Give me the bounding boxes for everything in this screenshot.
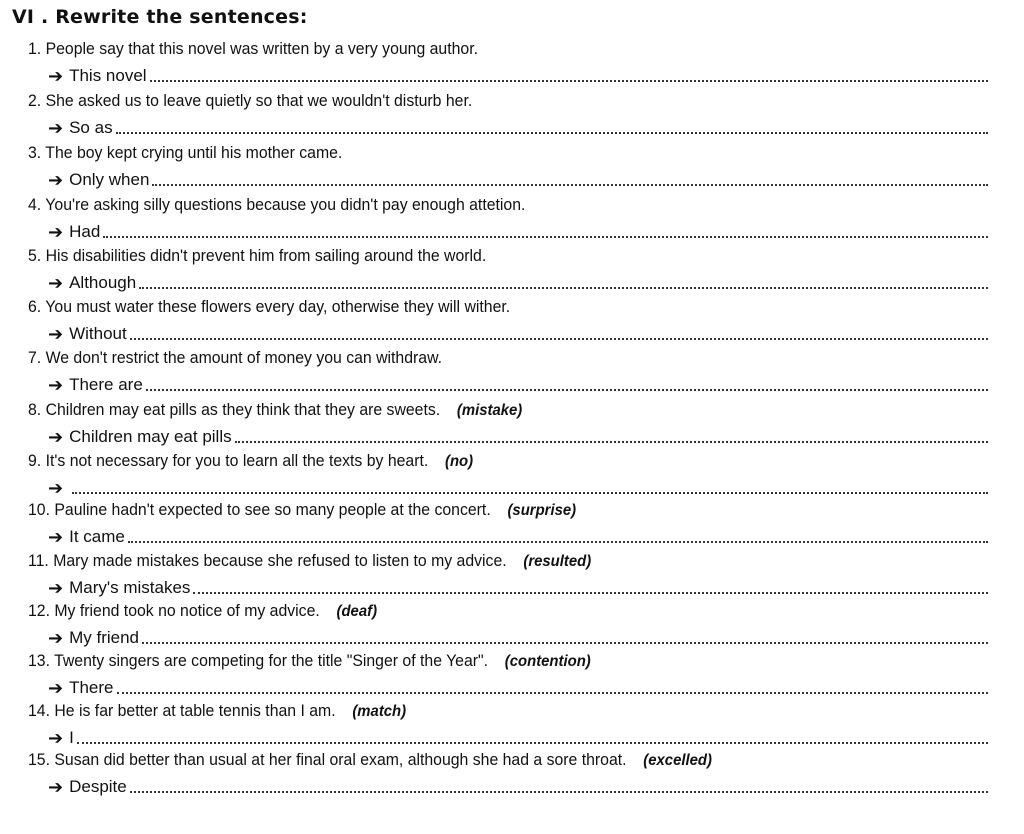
question-line	[28, 140, 921, 165]
arrow-icon: ➔	[48, 527, 64, 547]
answer-stem: It came	[69, 527, 125, 546]
exercise-item	[28, 88, 988, 138]
answer-line[interactable]	[28, 113, 988, 138]
arrow-icon: ➔	[48, 777, 64, 797]
exercise-item	[28, 698, 988, 748]
answer-line[interactable]	[28, 473, 988, 498]
answer-line[interactable]	[28, 319, 988, 344]
answer-line[interactable]	[28, 217, 988, 242]
item-sentence: My friend took no notice of my advice.	[54, 601, 320, 620]
keyword-hint: (resulted)	[523, 553, 592, 570]
exercise-item	[28, 345, 988, 395]
answer-line[interactable]	[28, 61, 988, 86]
item-number: 3.	[28, 143, 42, 162]
question-line	[28, 36, 921, 61]
answer-blank[interactable]	[128, 541, 988, 543]
item-sentence: Children may eat pills as they think that they are sweets.	[45, 400, 441, 419]
item-sentence: Susan did better than usual at her final oral exam, although she had a sore throat.	[54, 750, 627, 769]
answer-line[interactable]	[28, 370, 988, 395]
question-line	[28, 192, 921, 217]
answer-blank[interactable]	[150, 80, 988, 82]
item-number: 10.	[28, 500, 50, 519]
question-line	[28, 698, 921, 723]
arrow-icon: ➔	[48, 678, 64, 698]
exercise-item	[28, 243, 988, 293]
question-line	[28, 345, 921, 370]
answer-line[interactable]	[28, 522, 988, 547]
item-sentence: You must water these flowers every day, otherwise they will wither.	[45, 297, 511, 316]
arrow-icon: ➔	[48, 222, 64, 242]
exercise-item	[28, 294, 988, 344]
answer-line[interactable]	[28, 772, 988, 797]
answer-stem: I	[69, 728, 74, 747]
item-number: 13.	[28, 651, 50, 670]
answer-line[interactable]	[28, 623, 988, 648]
item-sentence: She asked us to leave quietly so that we wouldn't disturb her.	[45, 91, 473, 110]
item-number: 5.	[28, 246, 42, 265]
item-number: 6.	[28, 297, 42, 316]
answer-stem: There	[69, 678, 114, 697]
answer-line[interactable]	[28, 268, 988, 293]
question-line	[28, 397, 921, 422]
exercise-item	[28, 36, 988, 86]
answer-stem: Mary's mistakes	[69, 578, 191, 597]
keyword-hint: (deaf)	[336, 603, 378, 620]
answer-blank[interactable]	[235, 441, 988, 443]
answer-blank[interactable]	[152, 184, 988, 186]
exercise-item	[28, 192, 988, 242]
item-sentence: Twenty singers are competing for the title "Singer of the Year".	[54, 651, 489, 670]
arrow-icon: ➔	[48, 728, 64, 748]
item-sentence: People say that this novel was written by a very young author.	[45, 39, 478, 58]
arrow-icon: ➔	[48, 324, 64, 344]
keyword-hint: (excelled)	[643, 752, 712, 769]
answer-blank[interactable]	[103, 236, 988, 238]
answer-stem: So as	[69, 118, 113, 137]
keyword-hint: (match)	[352, 703, 407, 720]
arrow-icon: ➔	[48, 66, 64, 86]
answer-blank[interactable]	[193, 592, 988, 594]
exercise-item	[28, 548, 988, 598]
answer-stem: Children may eat pills	[69, 427, 232, 446]
answer-blank[interactable]	[130, 791, 988, 793]
exercise-item	[28, 140, 988, 190]
answer-stem: There are	[69, 375, 143, 394]
arrow-icon: ➔	[48, 375, 64, 395]
item-number: 7.	[28, 348, 42, 367]
answer-line[interactable]	[28, 723, 988, 748]
exercise-item	[28, 648, 988, 698]
item-number: 15.	[28, 750, 50, 769]
keyword-hint: (no)	[444, 453, 474, 470]
arrow-icon: ➔	[48, 118, 64, 138]
answer-line[interactable]	[28, 573, 988, 598]
item-number: 12.	[28, 601, 50, 620]
question-line	[28, 243, 921, 268]
question-line	[28, 448, 921, 473]
item-sentence: His disabilities didn't prevent him from sailing around the world.	[45, 246, 487, 265]
exercise-item	[28, 497, 988, 547]
answer-blank[interactable]	[139, 287, 988, 289]
keyword-hint: (mistake)	[456, 402, 523, 419]
item-sentence: The boy kept crying until his mother came.	[45, 143, 343, 162]
keyword-hint: (contention)	[504, 653, 591, 670]
item-sentence: Pauline hadn't expected to see so many people at the concert.	[54, 500, 491, 519]
answer-line[interactable]	[28, 673, 988, 698]
question-line	[28, 88, 921, 113]
question-line	[28, 497, 921, 522]
answer-blank[interactable]	[146, 389, 988, 391]
answer-stem: Despite	[69, 777, 127, 796]
item-number: 11.	[28, 551, 49, 570]
exercise-item	[28, 448, 988, 498]
answer-stem: Although	[69, 273, 137, 292]
question-line	[28, 294, 921, 319]
arrow-icon: ➔	[48, 273, 64, 293]
item-number: 1.	[28, 39, 42, 58]
item-sentence: We don't restrict the amount of money you can withdraw.	[45, 348, 443, 367]
arrow-icon: ➔	[48, 628, 64, 648]
question-line	[28, 598, 921, 623]
item-number: 2.	[28, 91, 42, 110]
item-number: 9.	[28, 451, 42, 470]
answer-blank[interactable]	[116, 132, 988, 134]
exercise-item	[28, 397, 988, 447]
arrow-icon: ➔	[48, 578, 64, 598]
answer-stem: My friend	[69, 628, 140, 647]
answer-blank[interactable]	[77, 742, 988, 744]
answer-stem: Had	[69, 222, 101, 241]
item-number: 8.	[28, 400, 42, 419]
exercise-item	[28, 747, 988, 797]
arrow-icon: ➔	[48, 478, 64, 498]
exercise-item	[28, 598, 988, 648]
answer-blank[interactable]	[117, 692, 988, 694]
item-sentence: He is far better at table tennis than I am.	[54, 701, 336, 720]
answer-blank[interactable]	[130, 338, 988, 340]
answer-line[interactable]	[28, 165, 988, 190]
question-line	[28, 747, 921, 772]
item-sentence: You're asking silly questions because you didn't pay enough attetion.	[45, 195, 526, 214]
answer-stem: Without	[69, 324, 127, 343]
item-sentence: Mary made mistakes because she refused to listen to my advice.	[53, 551, 507, 570]
answer-line[interactable]	[28, 422, 988, 447]
answer-stem: Only when	[69, 170, 150, 189]
answer-blank[interactable]	[142, 642, 988, 644]
question-line	[28, 548, 921, 573]
answer-blank[interactable]	[72, 492, 988, 494]
arrow-icon: ➔	[48, 427, 64, 447]
exercise-title: VI . Rewrite the sentences:	[12, 6, 308, 28]
item-number: 14.	[28, 701, 50, 720]
question-line	[28, 648, 921, 673]
arrow-icon: ➔	[48, 170, 64, 190]
keyword-hint: (surprise)	[507, 502, 577, 519]
item-number: 4.	[28, 195, 42, 214]
item-sentence: It's not necessary for you to learn all the texts by heart.	[45, 451, 429, 470]
answer-stem: This novel	[69, 66, 147, 85]
